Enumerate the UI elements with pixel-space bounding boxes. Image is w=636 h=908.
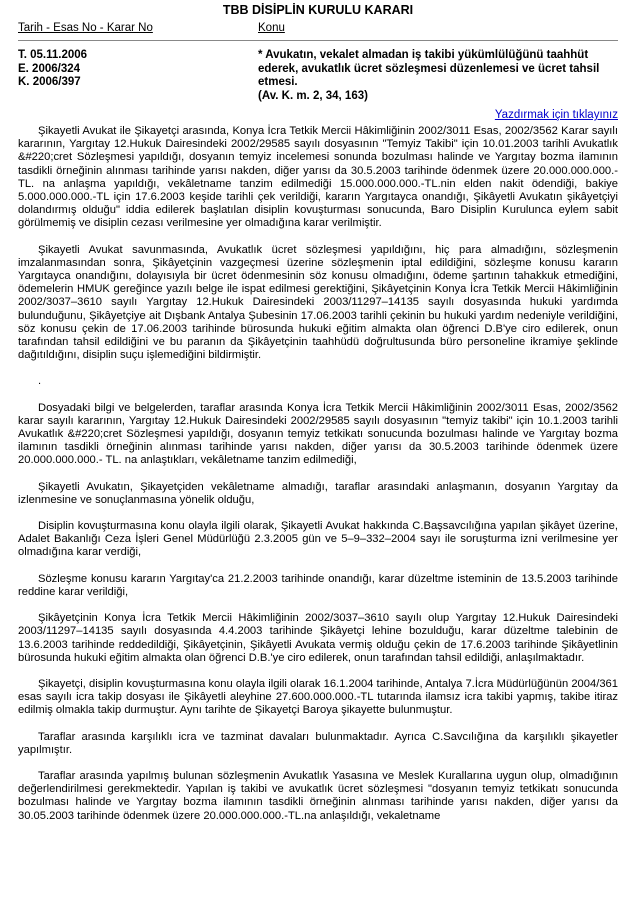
print-row bbox=[18, 109, 618, 125]
body-paragraph: Şikayetli Avukat savunmasında, Avukatlık ücret sözleşmesi yapıldığını, hiç para almadığını, sözleşmenin imzalanmasından sonra, Şikâyetçinin vazgeçmesi üzerine sözleşmenin iptal edildiğini, sözleşme konusu kararın Yargıtayca onandığını, dolayısıyla bir ücret ödenmesinin söz konusu olmadığını, ödeme şartının tahakkuk etmediğini, ödemelerin HMUK gereğince yazılı belge ile ispat edilmesi gerektiğini, Şikâyetçinin Konya İcra Tetkik Mercii Hâkimliğinin 2002/3037–3610 sayılı Yargıtay 12.Hukuk Dairesindeki 2003/11297–14135 sayılı dosyasında hukuki yardımda bulunduğunu, Şikâyetçiye ait Dışbank Antalya Şubesinin 17.06.2003 tarihli çekinin bu hukuki yardım nedeniyle verildiğini, söz konusu çekin de 17.06.2003 tarihinde bürosunda hukuki eğitim almakta olan öğrenci D.B'ye ciro edilerek, onun tarafından tahsil edildiğini ve bu paranın da Şikâyetçinin taahhüdü doğrultusunda büro personeline ikramiye şeklinde dağıtıldığını, disiplin suçu işlemediğini bildirmiştir. bbox=[18, 243, 618, 362]
meta-divider bbox=[18, 40, 618, 41]
karar-number: K. 2006/397 bbox=[18, 76, 81, 88]
meta-divider-row bbox=[18, 40, 618, 49]
body-paragraph: Disiplin kovuşturmasına konu olayla ilgili olarak, Şikayetli Avukat hakkında C.Başsavcılığına yapılan şikâyet üzerine, Adalet Bakanlığı Ceza İşleri Genel Müdürlüğü 2.3.2005 gün ve 5–9–332–2004 sayı ile soruşturma izni verilmesine yer olmadığına karar verdiği, bbox=[18, 520, 618, 559]
body-paragraph: Taraflar arasında karşılıklı icra ve tazminat davaları bulunmaktadır. Ayrıca C.Savcılığına da karşılıklı şikayetler yapılmıştır. bbox=[18, 730, 618, 756]
esas-number: E. 2006/324 bbox=[18, 62, 81, 75]
body-paragraph: . bbox=[38, 375, 42, 388]
decision-subject: * Avukatın, vekalet almadan iş takibi yükümlülüğünü taahhüt ederek, avukatlık ücret sözleşmesi düzenlemesi ve ücret tahsil etmesi. bbox=[258, 49, 600, 88]
document-page bbox=[0, 2, 636, 823]
body-paragraph: Taraflar arasında yapılmış bulunan sözleşmenin Avukatlık Yasasına ve Meslek Kurallarına uygun olup, olmadığının değerlendirilmesi gerekmektedir. Yapılan iş takibi ve avukatlık ücret sözleşmesi "dosyanın temyiz tetkikatı sonucunda bozulması halinde ve Yargıtay bozma ilamının tasdikli örneğinin alınması tarihinde yarısı nakden, diğer yarısı da 30.05.2003 tarihinde ödenmek üzere 20.000.000.000.-TL.na anlaşıldığı, vekaletname bbox=[18, 769, 618, 822]
body-paragraph: Şikayetli Avukatın, Şikayetçiden vekâletname almadığı, taraflar arasındaki anlaşmanın, dosyanın Yargıtay da izlenmesine ve sonuçlanmasına yönelik olduğu, bbox=[18, 480, 618, 506]
decision-date: T. 05.11.2006 bbox=[18, 49, 88, 61]
meta-header-row bbox=[18, 22, 618, 40]
print-link[interactable]: Yazdırmak için tıklayınız bbox=[494, 109, 618, 121]
body-paragraph: Şikâyetçinin Konya İcra Tetkik Mercii Hâkimliğinin 2002/3037–3610 sayılı olup Yargıtay 12.Hukuk Dairesindeki 2003/11297–14135 sayılı dosyasında 4.4.2003 tarihinde Şikâyetçi lehine bozulduğu, karar düzeltme talebinin de 13.6.2003 tarihinde reddedildiği, Şikâyetçinin, Şikâyetli Avukata vermiş olduğu çekin de 17.6.2003 tarihinde Şikâyetlinin bürosunda hukuki eğitim almakta olan öğrenci D.B.'ye ciro edilerek, onun tarafından tahsil edildiği, anlaşılmaktadır. bbox=[18, 612, 618, 664]
body-paragraph: Dosyadaki bilgi ve belgelerden, taraflar arasında Konya İcra Tetkik Mercii Hâkimliğinin 2002/3011 Esas, 2002/3562 karar sayılı kararının, Yargıtay 12.Hukuk Dairesindeki 2002/29585 sayılı dosyasının "temyiz takibi" için 10.1.2003 tarihli Avukatlık &#220;cret Sözleşmesi yapıldığı, dosyanın temyiz tetkikatı sonucunda bozulması halinde ve Yargıtay bozma ilamının tasdikli örneğinin alınması tarihinde yarısı nakden, diğer yarısı da 30.5.2003 tarihinde ödenmek üzere 20.000.000.000.- TL. na anlaştıkları, vekâletname tanzim edilmediği, bbox=[18, 401, 618, 467]
meta-identifiers bbox=[18, 49, 258, 103]
page-title: TBB DİSİPLİN KURULU KARARI bbox=[222, 3, 414, 17]
decision-reference: (Av. K. m. 2, 34, 163) bbox=[258, 89, 368, 102]
meta-col1-header: Tarih - Esas No - Karar No bbox=[18, 22, 153, 34]
body-paragraph: Sözleşme konusu kararın Yargıtay'ca 21.2.2003 tarihinde onandığı, karar düzeltme isteminin de 13.5.2003 tarihinde reddine karar verildiği, bbox=[18, 572, 618, 598]
body-paragraph: Şikayetli Avukat ile Şikayetçi arasında, Konya İcra Tetkik Mercii Hâkimliğinin 2002/3011 Esas, 2002/3562 Karar sayılı kararının, Yargıtay 12.Hukuk Dairesindeki 2002/29585 sayılı dosyasının "Temyiz Takibi" için 10.01.2003 tarihli Avukatlık &#220;cret Sözleşmesi yapıldığı, dosyanın temyiz incelemesi sonunda bozulması halinde ve Yargıtay bozma ilamının tasdikli örneğinin alınması tarihinde yarısı nakden, diğer yarısı da 30.5.2003 tarihinde ödenmek üzere 20.000.000.000.- TL. na anlaşma yapıldığı, vekâletname tanzim edilmediği 15.000.000.000.-TL.nin elden nakit ödendiği, bakiye 5.000.000.000.-TL için 17.6.2003 keşide tarihli çek verildiği, kararın Yargıtayca onandığı, Şikâyetli Avukatın şikâyetçiyi dolandırmış olduğu" iddia edilerek başlatılan disiplin kovuşturması sonucunda, Baro Disiplin Kurulunca eylem sabit görülmemiş ve disiplin cezası verilmesine yer olmadığına karar verilmiştir. bbox=[18, 125, 618, 230]
body-paragraph: Şikayetçi, disiplin kovuşturmasına konu olayla ilgili olarak 16.1.2004 tarihinde, Antalya 7.İcra Müdürlüğünün 2004/361 esas sayılı icra takip dosyası ile Şikâyetli aleyhine 27.600.000.000.-TL tutarında ilamsız icra takibi yapmış, takibe itiraz edilmiş olmakla takip durmuştur. Aynı tarihte de Şikayetçi Baroya şikayette bulunmuştur. bbox=[18, 677, 618, 717]
meta-content-row bbox=[18, 49, 618, 103]
meta-subject-cell bbox=[258, 49, 618, 103]
meta-col2-header: Konu bbox=[258, 22, 285, 34]
decision-body bbox=[18, 125, 618, 823]
decision-meta-table bbox=[18, 22, 618, 103]
